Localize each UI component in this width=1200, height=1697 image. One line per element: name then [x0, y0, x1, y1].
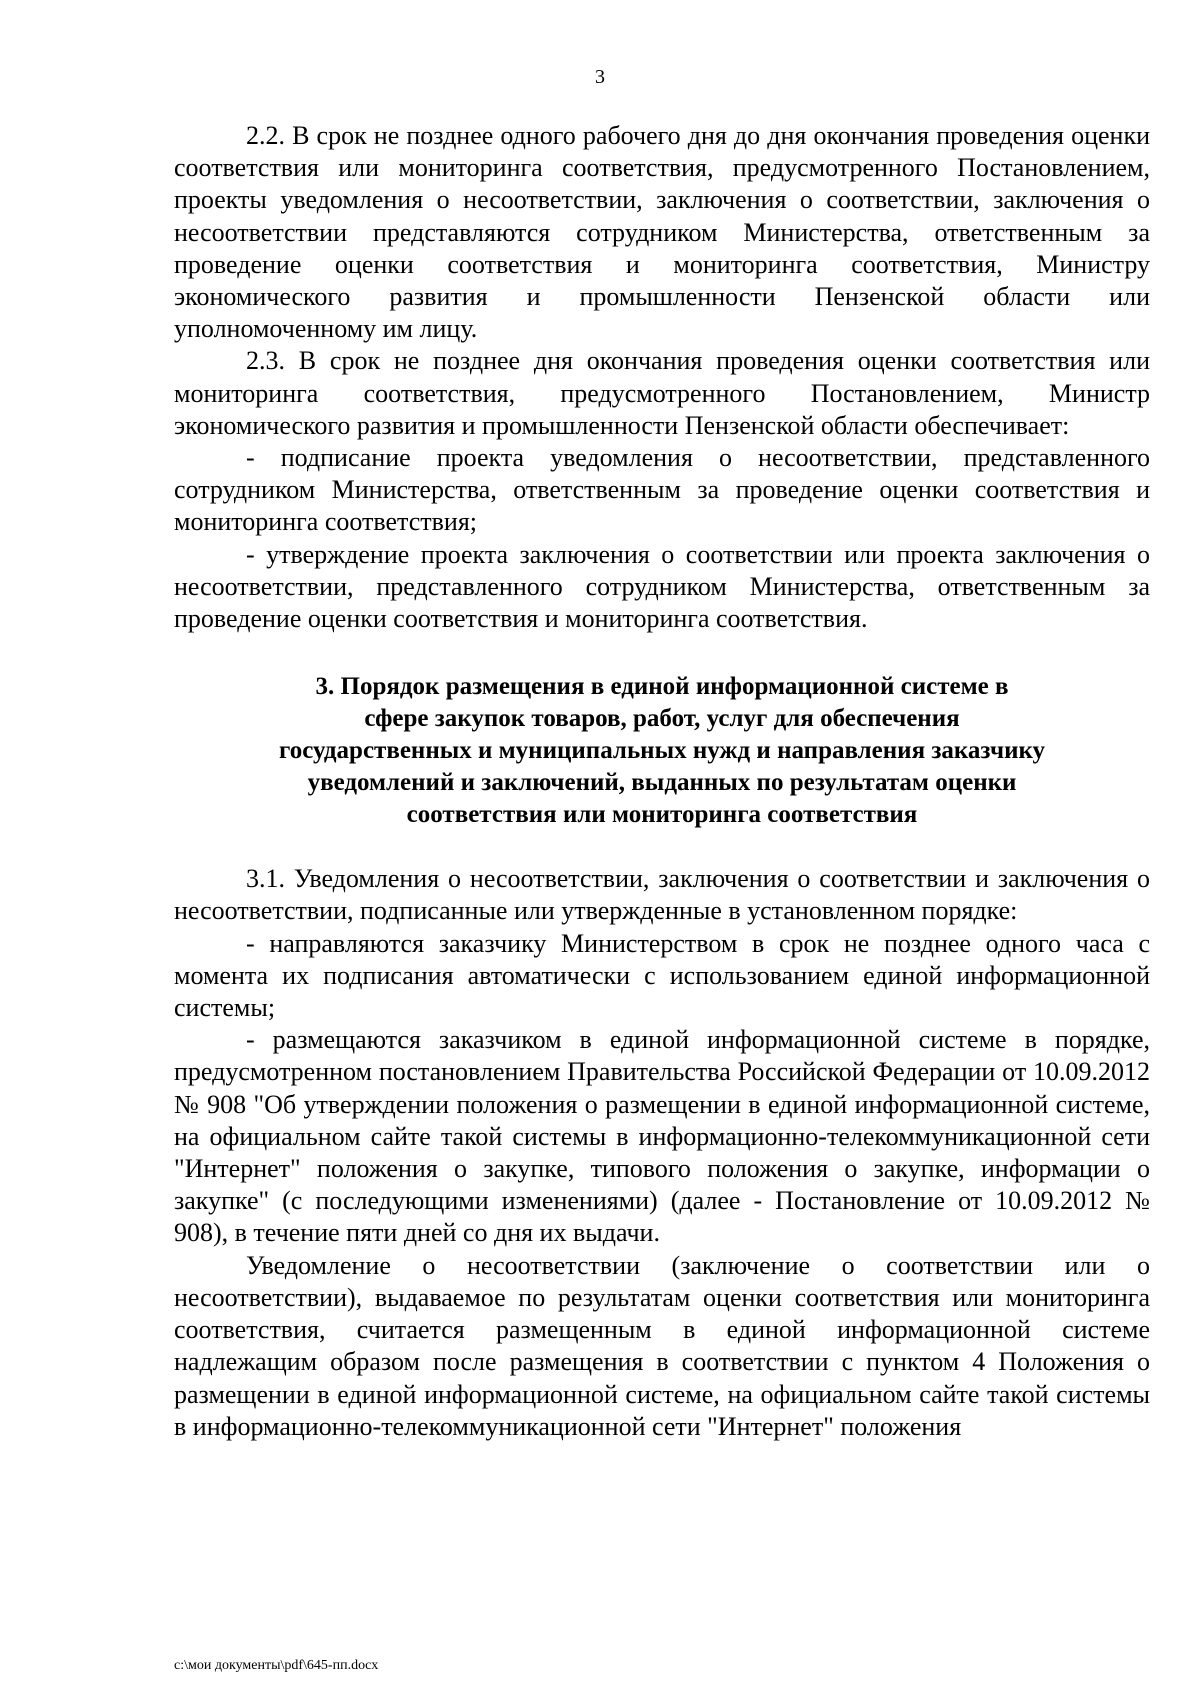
paragraph-3-1: 3.1. Уведомления о несоответствии, заключения о соответствии и заключения о несоответствии, подписанные или утвержденные в установленном порядке: — [174, 864, 1150, 926]
list-item-approval: - утверждение проекта заключения о соответствии или проекта заключения о несоответствии, представленного сотрудником Министерства, ответственным за проведение оценки соответствия и мониторинга соответствия. — [174, 539, 1150, 634]
heading-line: уведомлений и заключений, выданных по результатам оценки — [307, 769, 1017, 797]
paragraph-2-3: 2.3. В срок не позднее дня окончания проведения оценки соответствия или мониторинга соответствия, предусмотренного Постановлением, Министр экономического развития и промышленности Пензенской области обеспечивает: — [174, 346, 1150, 440]
paragraph-notification-placement: Уведомление о несоответствии (заключение о соответствии или о несоответствии), выдаваемое по результатам оценки соответствия или мониторинга соответствия, считается размещенным в единой информационной системе надлежащим образом после размещения в соответствии с пунктом 4 Положения о размещении в единой информационной системе, на официальном сайте такой системы в информационно-телекоммуникационной сети "Интернет" положения — [174, 1250, 1150, 1441]
list-item-publish-in-system: - размещаются заказчиком в единой информационной системе в порядке, предусмотренном постановлением Правительства Российской Федерации от 10.09.2012 № 908 "Об утверждении положения о размещении в единой информационной системе, на официальном сайте такой системы в информационно-телекоммуникационной сети "Интернет" положения о закупке, типового положения о закупке, информации о закупке" (с последующими изменениями) (далее - Постановление от 10.09.2012 № 908), в течение пяти дней со дня их выдачи. — [174, 1025, 1150, 1248]
heading-line: государственных и муниципальных нужд и направления заказчику — [278, 737, 1046, 765]
heading-line: 3. Порядок размещения в единой информационной системе в — [315, 673, 1009, 701]
footer-file-path: c:\мои документы\pdf\645-пп.docx — [174, 1658, 379, 1673]
section-3-heading — [174, 671, 1150, 831]
paragraph-2-2: 2.2. В срок не позднее одного рабочего дня до дня окончания проведения оценки соответствия или мониторинга соответствия, предусмотренного Постановлением, проекты уведомления о несоответствии, заключения о соответствии, заключения о несоответствии представляются сотрудником Министерства, ответственным за проведение оценки соответствия и мониторинга соответствия, Министру экономического развития и промышленности Пензенской области или уполномоченному им лицу. — [174, 121, 1150, 344]
heading-line: соответствия или мониторинга соответствия — [406, 801, 918, 829]
list-item-signing: - подписание проекта уведомления о несоответствии, представленного сотрудником Министерства, ответственным за проведение оценки соответствия и мониторинга соответствия; — [174, 443, 1150, 537]
heading-line: сфере закупок товаров, работ, услуг для обеспечения — [364, 705, 960, 733]
page-number: 3 — [595, 66, 605, 88]
list-item-send-to-customer: - направляются заказчику Министерством в срок не позднее одного часа с момента их подписания автоматически с использованием единой информационной системы; — [174, 928, 1150, 1023]
document-body — [174, 120, 1150, 1443]
